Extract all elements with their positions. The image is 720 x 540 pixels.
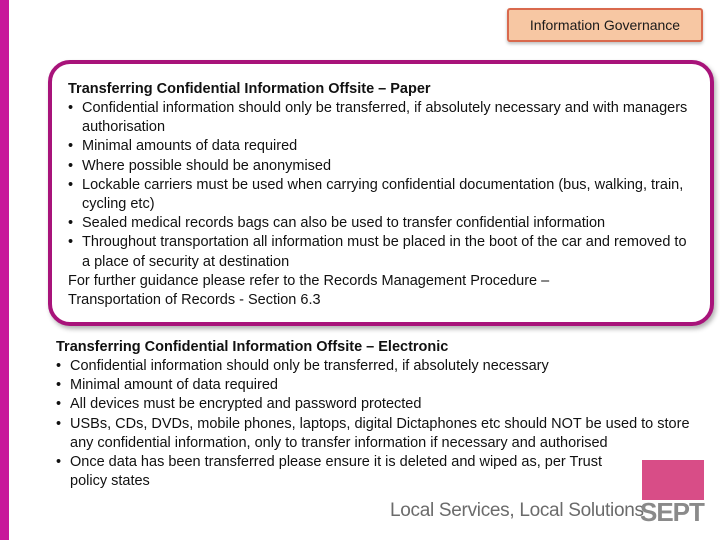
electronic-section-title: Transferring Confidential Information Offsite – Electronic [56,339,449,355]
bullet-glyph: • [56,358,62,374]
bullet-glyph: • [56,396,62,413]
bullet-text: Sealed medical records bags can also be used to transfer confidential information [82,215,606,232]
list-item [68,214,688,233]
information-governance-label: Information Governance [529,17,681,33]
information-governance-tab [507,8,703,42]
paper-section [68,80,688,310]
list-item [68,176,688,214]
left-accent-strip [0,0,9,540]
list-item [68,157,688,176]
bullet-glyph: • [68,138,74,155]
bullet-text: USBs, CDs, DVDs, mobile phones, laptops, digital Dictaphones etc should NOT be used to store any confidential information, only to transfer information if necessary and authorised [70,415,690,451]
electronic-section [56,338,704,491]
bullet-text: Lockable carriers must be used when carrying confidential documentation (bus, walking, train, cycling etc) [82,176,684,213]
bullet-glyph: • [68,234,74,251]
bullet-text: Throughout transportation all information must be placed in the boot of the car and removed to a place of security at destination [82,234,687,270]
list-item [56,415,704,453]
guidance-note-line2: Transportation of Records - Section 6.3 [68,292,321,309]
bullet-glyph: • [56,454,62,471]
paper-section-title: Transferring Confidential Information Offsite – Paper [68,81,431,97]
bullet-glyph: • [68,215,74,232]
bullet-glyph: • [68,100,74,116]
bullet-glyph: • [56,377,62,394]
bullet-text: Minimal amount of data required [70,377,278,394]
sept-logo-text: SEPT [640,497,704,527]
bullet-glyph: • [56,415,62,432]
electronic-bullet-list [56,357,704,491]
list-item [56,357,704,376]
list-item [56,453,610,491]
paper-bullet-list [68,99,688,272]
list-item [56,376,704,395]
bullet-glyph: • [68,176,74,193]
sept-logo-block [642,460,704,500]
bullet-text: Minimal amounts of data required [82,138,298,155]
bullet-text: Confidential information should only be transferred, if absolutely necessary and with managers authorisation [82,100,688,136]
list-item [68,233,688,271]
bullet-text: Confidential information should only be transferred, if absolutely necessary [70,358,549,374]
list-item [56,395,704,414]
bullet-text: Where possible should be anonymised [82,157,332,174]
list-item [68,137,688,156]
bullet-text: Once data has been transferred please ensure it is deleted and wiped as, per Trust policy states [70,454,602,490]
footer-tagline: Local Services, Local Solutions [390,500,644,521]
list-item [68,99,688,137]
bullet-text: All devices must be encrypted and password protected [70,396,422,413]
guidance-note-line1: For further guidance please refer to the Records Management Procedure – [68,272,550,289]
bullet-glyph: • [68,157,74,174]
